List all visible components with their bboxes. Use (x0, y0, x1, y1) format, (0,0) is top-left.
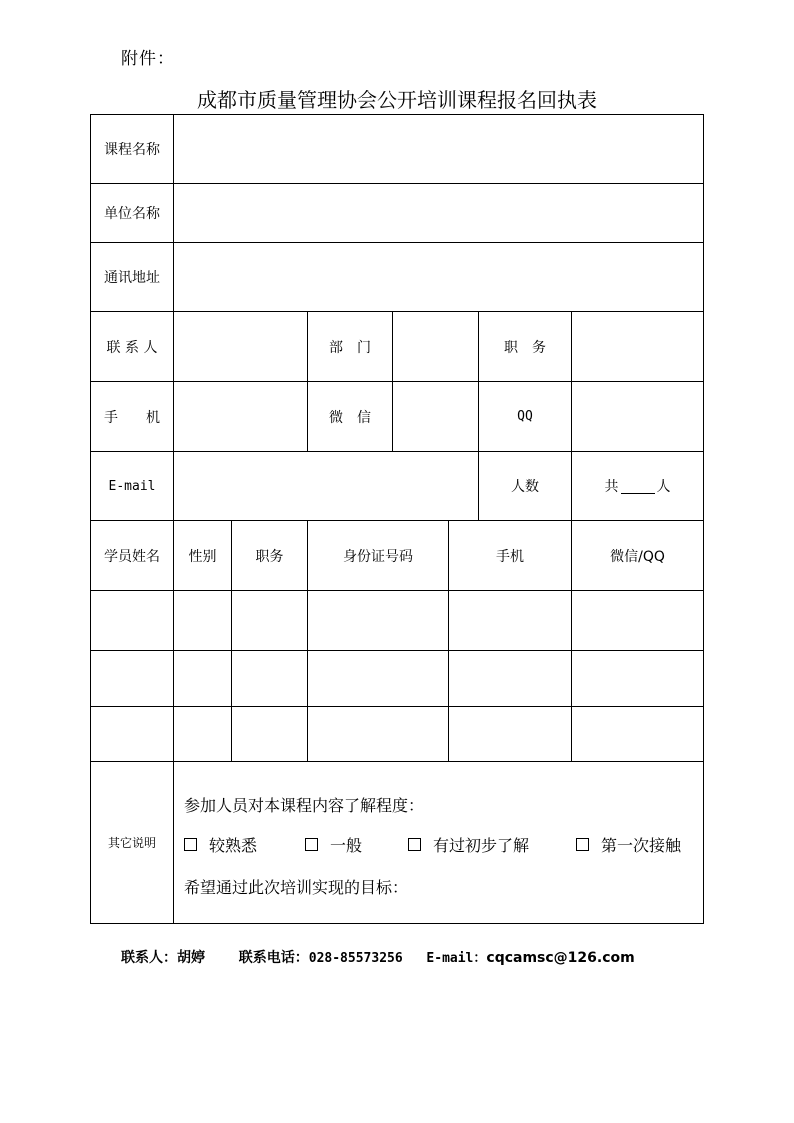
org-name-field[interactable] (174, 184, 703, 242)
student-mobile-cell[interactable] (449, 707, 571, 761)
student-gender-cell[interactable] (174, 707, 231, 761)
headcount-suffix: 人 (656, 479, 671, 495)
option-average[interactable] (305, 833, 362, 856)
option-label: 有过初步了解 (433, 836, 530, 855)
student-header-mobile: 手机 (496, 548, 524, 565)
option-first-contact[interactable] (576, 833, 681, 856)
position-field[interactable] (572, 312, 703, 381)
student-position-cell[interactable] (232, 651, 307, 706)
table-border-bottom (90, 923, 704, 924)
goal-question: 希望通过此次培训实现的目标： (184, 878, 409, 897)
option-label: 较熟悉 (209, 836, 258, 855)
department-field[interactable] (393, 312, 478, 381)
attachment-label: 附件： (121, 49, 175, 69)
footer-contact-name: 胡婷 (177, 950, 205, 966)
headcount-prefix: 共 (604, 479, 619, 495)
student-header-position: 职务 (255, 548, 284, 565)
headcount-blank[interactable] (621, 479, 655, 494)
footer-email-label: E-mail： (426, 951, 487, 966)
wechat-field[interactable] (393, 382, 478, 451)
address-field[interactable] (174, 243, 703, 311)
checkbox-icon[interactable] (576, 838, 589, 851)
checkbox-icon[interactable] (305, 838, 318, 851)
student-wechat-cell[interactable] (572, 707, 703, 761)
footer-phone: 028-85573256 (308, 951, 403, 966)
email-field[interactable] (174, 452, 478, 520)
student-header-id-number: 身份证号码 (343, 548, 413, 565)
remarks-section (184, 761, 702, 923)
table-border-right (703, 114, 704, 924)
remarks-label: 其它说明 (107, 836, 156, 850)
contact-field[interactable] (174, 312, 307, 381)
checkbox-icon[interactable] (408, 838, 421, 851)
org-name-label: 单位名称 (104, 206, 160, 222)
address-label: 通讯地址 (104, 270, 160, 286)
student-name-cell[interactable] (91, 591, 173, 650)
headcount-label: 人数 (511, 479, 539, 495)
department-label: 部 门 (329, 339, 371, 356)
position-label: 职 务 (504, 339, 546, 356)
student-wechat-cell[interactable] (572, 591, 703, 650)
qq-field[interactable] (572, 382, 703, 451)
course-name-field[interactable] (174, 115, 703, 183)
footer-phone-label: 联系电话： (238, 950, 309, 966)
option-preliminary[interactable] (408, 833, 529, 856)
form-title: 成都市质量管理协会公开培训课程报名回执表 (197, 88, 597, 112)
student-id-cell[interactable] (308, 651, 448, 706)
mobile-label: 手 机 (104, 409, 160, 426)
headcount-field[interactable] (572, 452, 703, 520)
checkbox-icon[interactable] (184, 838, 197, 851)
footer-contact-info (121, 947, 635, 967)
student-position-cell[interactable] (232, 591, 307, 650)
student-mobile-cell[interactable] (449, 651, 571, 706)
student-gender-cell[interactable] (174, 591, 231, 650)
student-wechat-cell[interactable] (572, 651, 703, 706)
student-header-wechat-qq: 微信/QQ (610, 548, 665, 565)
course-name-label: 课程名称 (104, 142, 160, 158)
student-id-cell[interactable] (308, 707, 448, 761)
student-gender-cell[interactable] (174, 651, 231, 706)
contact-label: 联 系 人 (106, 339, 158, 356)
student-position-cell[interactable] (232, 707, 307, 761)
email-label: E-mail (108, 478, 156, 494)
option-label: 第一次接触 (601, 836, 682, 855)
mobile-field[interactable] (174, 382, 307, 451)
familiarity-question: 参加人员对本课程内容了解程度： (184, 796, 425, 815)
footer-email[interactable]: cqcamsc@126.com (486, 950, 635, 966)
student-id-cell[interactable] (308, 591, 448, 650)
student-name-cell[interactable] (91, 651, 173, 706)
student-name-cell[interactable] (91, 707, 173, 761)
footer-contact-label: 联系人： (121, 950, 177, 966)
student-header-gender: 性别 (188, 548, 217, 565)
qq-label: QQ (517, 409, 533, 424)
option-familiar[interactable] (184, 833, 257, 856)
student-mobile-cell[interactable] (449, 591, 571, 650)
student-header-name: 学员姓名 (104, 548, 160, 565)
wechat-label: 微 信 (329, 409, 371, 426)
option-label: 一般 (330, 836, 363, 855)
